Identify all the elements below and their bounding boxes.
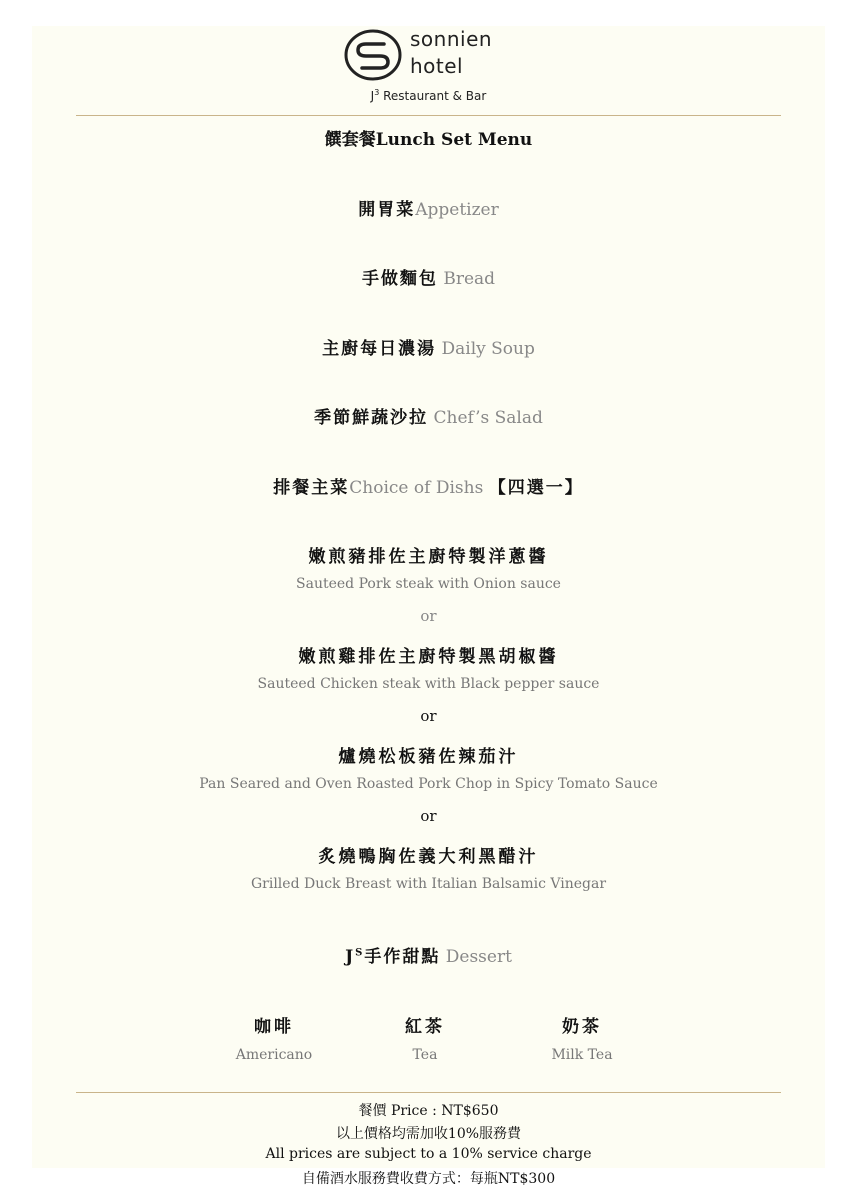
bottom-divider [76,1092,781,1093]
dish-duck-en: Grilled Duck Breast with Italian Balsamic Vinegar [250,876,607,892]
restaurant-name: $J^3$ Restaurant & Bar [370,88,487,103]
service-charge-en: All prices are subject to a 10% service charge [265,1146,592,1162]
menu-title: 饌套餐Lunch Set Menu [324,130,533,150]
dish-chicken-en: Sauteed Chicken steak with Black pepper sauce [257,676,600,692]
drink-tea: 紅茶 Tea [405,1017,445,1063]
course-soup: 主廚每日濃湯 Daily Soup [322,339,535,359]
drink-coffee: 咖啡 Americano [235,1017,313,1063]
or-separator: or [420,707,437,725]
logo-wordmark [410,26,492,80]
drink-milk-tea: 奶茶 Milk Tea [551,1017,613,1063]
dish-duck-cn: 炙燒鴨胸佐義大利黑醋汁 [318,847,539,867]
logo-line-1: sonnien [410,27,493,51]
hotel-logo [344,26,544,84]
dish-porkchop-cn: 爐燒松板豬佐辣茄汁 [338,747,519,767]
course-dessert: $J^S$手作甜點 Dessert [345,947,512,967]
corkage-fee: 自備酒水服務費收費方式：每瓶NT$300 [301,1171,556,1187]
course-main: 排餐主菜Choice of Dishs 【四選一】 [273,478,584,498]
dish-pork-cn: 嫩煎豬排佐主廚特製洋蔥醬 [308,547,549,567]
top-divider [76,115,781,116]
course-appetizer: 開胃菜Appetizer [358,200,499,220]
or-separator: or [420,807,437,825]
or-separator: or [420,607,437,625]
dish-chicken-cn: 嫩煎雞排佐主廚特製黑胡椒醬 [298,647,559,667]
dish-porkchop-en: Pan Seared and Oven Roasted Pork Chop in Spicy Tomato Sauce [199,776,658,792]
price-line: 餐價 Price : NT$650 [358,1103,499,1119]
logo-line-2: hotel [410,54,464,78]
course-bread: 手做麵包 Bread [361,269,496,289]
service-charge-cn: 以上價格均需加收10%服務費 [335,1126,522,1142]
sonnien-logo-icon [344,26,402,84]
choice-note: 【四選一】 [488,478,584,498]
dish-pork-en: Sauteed Pork steak with Onion sauce [296,576,561,592]
course-salad: 季節鮮蔬沙拉 Chef’s Salad [314,408,543,428]
